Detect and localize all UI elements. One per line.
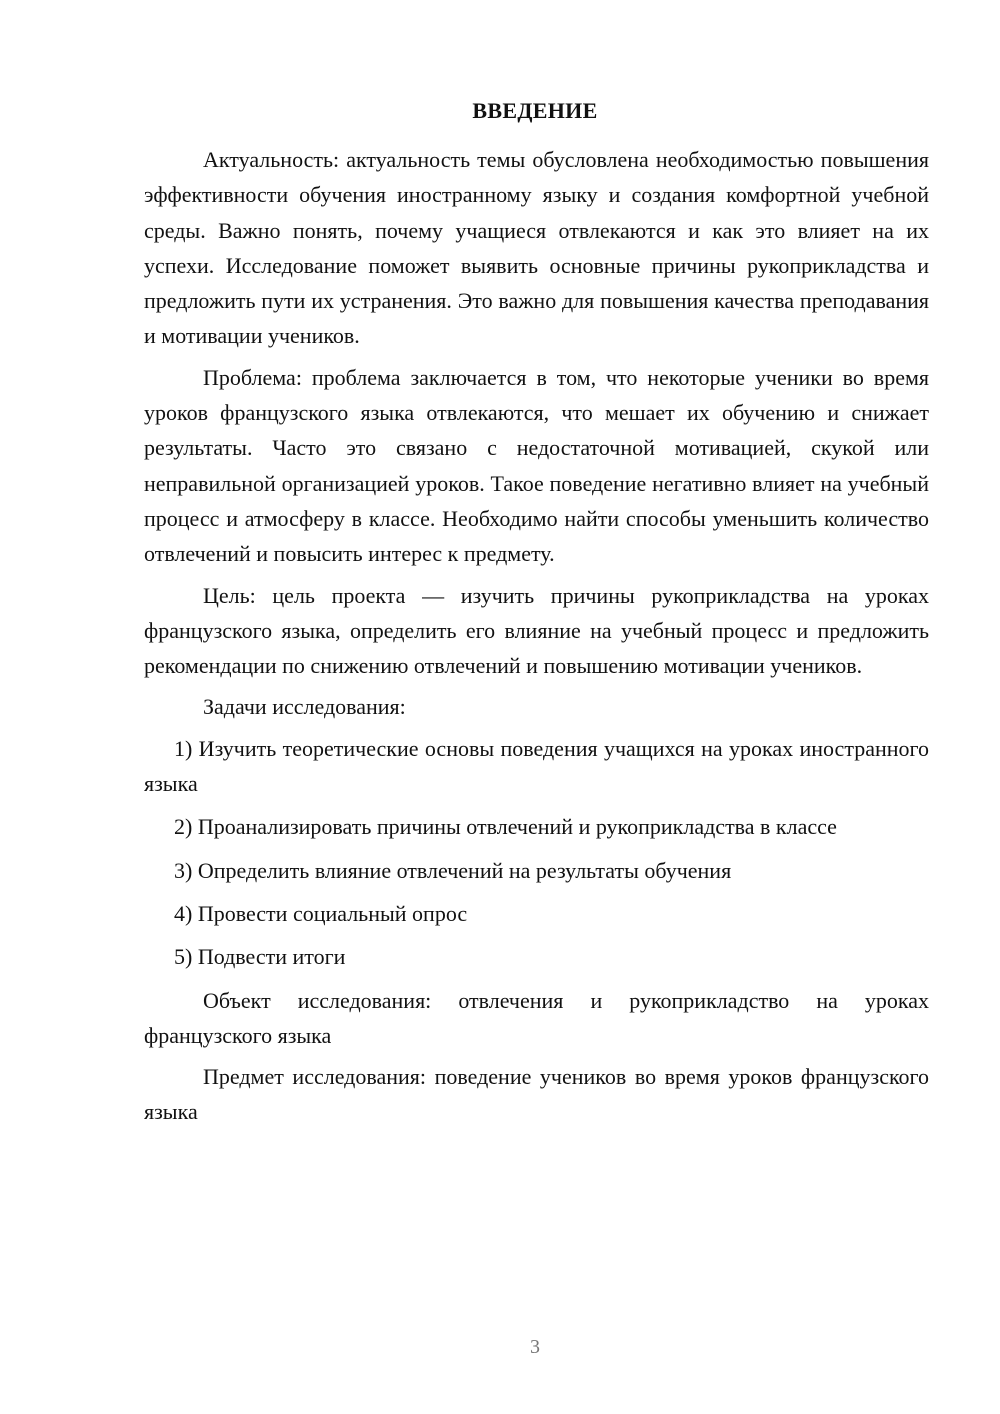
paragraph-tasks-heading: Задачи исследования: [203, 694, 406, 720]
task-item: 5) Подвести итоги [174, 944, 346, 970]
page-title: ВВЕДЕНИЕ [472, 98, 598, 123]
paragraph-research-subject: Предмет исследования: поведение учеников во время уроков французского языка [144, 1064, 929, 1125]
task-item: 4) Провести социальный опрос [174, 900, 468, 926]
task-item: 3) Определить влияние отвлечений на результаты обучения [174, 857, 732, 883]
paragraph-goal: Цель: цель проекта — изучить причины рукоприкладства на уроках французского языка, определить его влияние на учебный процесс и предложить рекомендации по снижению отвлечений и повышению мотивации учеников. [144, 582, 929, 679]
paragraph-research-object: Объект исследования: отвлечения и рукоприкладство на уроках французского языка [144, 987, 929, 1048]
document-body [144, 142, 929, 1136]
paragraph-problem: Проблема: проблема заключается в том, что некоторые ученики во время уроков французского языка отвлекаются, что мешает их обучению и снижает результаты. Часто это связано с недостаточной мотивацией, скукой или неправильной организацией уроков. Такое поведение негативно влияет на учебный процесс и атмосферу в классе. Необходимо найти способы уменьшить количество отвлечений и повысить интерес к предмету. [144, 364, 929, 567]
task-item: 2) Проанализировать причины отвлечений и рукоприкладства в классе [174, 814, 837, 840]
paragraph-relevance: Актуальность: актуальность темы обусловлена необходимостью повышения эффективности обучения иностранному языку и создания комфортной учебной среды. Важно понять, почему учащиеся отвлекаются и как это влияет на их успехи. Исследование поможет выявить основные причины рукоприкладства и предложить пути их устранения. Это важно для повышения качества преподавания и мотивации учеников. [144, 147, 929, 349]
page-number: 3 [530, 1336, 540, 1358]
task-item: 1) Изучить теоретические основы поведения учащихся на уроках иностранного языка [144, 735, 929, 797]
